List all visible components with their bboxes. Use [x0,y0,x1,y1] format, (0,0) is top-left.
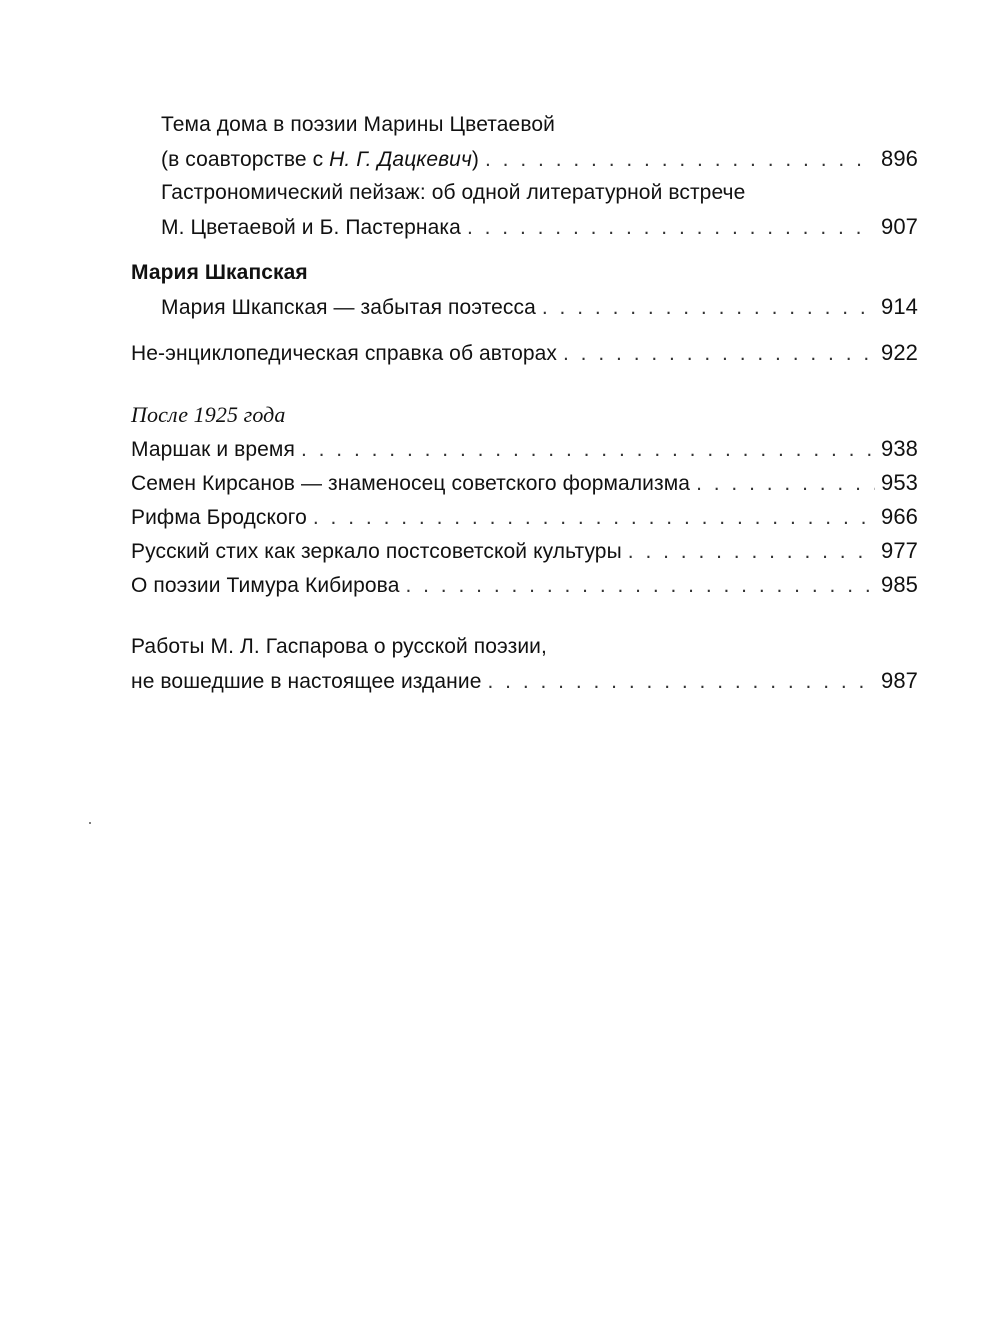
toc-entry-title: Гастрономический пейзаж: об одной литературной встрече [161,181,746,204]
page-number: 985 [880,572,918,597]
dot-leader [488,665,875,699]
print-speck [89,822,91,824]
dot-leader [405,569,875,603]
toc-entry-title-continued: М. Цветаевой и Б. Пастернака [161,216,461,239]
toc-entry-kirsanov[interactable] [131,466,918,500]
toc-entry-gasparov-works[interactable] [131,664,918,698]
toc-entry-title-continued: не вошедшие в настоящее издание [131,670,482,693]
toc-entry-tsvetaeva-home-line1 [131,108,918,142]
toc-entry-gastronomic-line1 [131,176,918,210]
dot-leader [301,433,875,467]
toc-entry-tsvetaeva-home[interactable] [131,142,918,176]
spacer [131,244,918,256]
dot-leader [467,211,875,245]
toc-entry-gastronomic[interactable] [131,210,918,244]
dot-leader [563,337,875,371]
page-number: 987 [880,668,918,693]
section-heading-shkapskaya: Мария Шкапская [131,261,308,284]
toc-entry-coauthor-prefix: (в соавторстве с [161,148,330,171]
toc-entry-title: Тема дома в поэзии Марины Цветаевой [161,113,555,136]
page-number: 953 [880,470,918,495]
toc-entry-title: Маршак и время [131,438,295,461]
toc-entry-title: Работы М. Л. Гаспарова о русской поэзии, [131,635,547,658]
toc-entry-gasparov-works-line1 [131,630,918,664]
table-of-contents [131,108,918,698]
spacer [131,602,918,630]
toc-entry-kibirov[interactable] [131,568,918,602]
page-number: 896 [880,146,918,171]
page-number: 914 [880,294,918,319]
page-number: 922 [880,340,918,365]
page-number: 907 [880,214,918,239]
toc-entry-brodsky-rhyme[interactable] [131,500,918,534]
toc-entry-title: Русский стих как зеркало постсоветской культуры [131,540,622,563]
toc-entry-title: О поэзии Тимура Кибирова [131,574,400,597]
toc-entry-title-continued [161,143,479,177]
toc-entry-title: Семен Кирсанов — знаменосец советского формализма [131,472,691,495]
spacer [131,370,918,398]
coauthor-name: Н. Г. Дацкевич [329,148,472,171]
page-number: 966 [880,504,918,529]
dot-leader [485,143,875,177]
toc-entry-russian-verse[interactable] [131,534,918,568]
toc-entry-title: Не-энциклопедическая справка об авторах [131,342,558,365]
page-number: 977 [880,538,918,563]
dot-leader [313,501,875,535]
dot-leader [542,291,875,325]
section-heading-after-1925: После 1925 года [131,402,286,427]
dot-leader [628,535,875,569]
spacer [131,324,918,336]
dot-leader [696,467,875,501]
toc-entry-title: Мария Шкапская — забытая поэтесса [161,296,536,319]
toc-entry-shkapskaya[interactable] [131,290,918,324]
toc-entry-coauthor-suffix: ) [471,148,480,171]
page-number: 938 [880,436,918,461]
toc-entry-authors-note[interactable] [131,336,918,370]
toc-entry-title: Рифма Бродского [131,506,307,529]
toc-entry-marshak[interactable] [131,432,918,466]
